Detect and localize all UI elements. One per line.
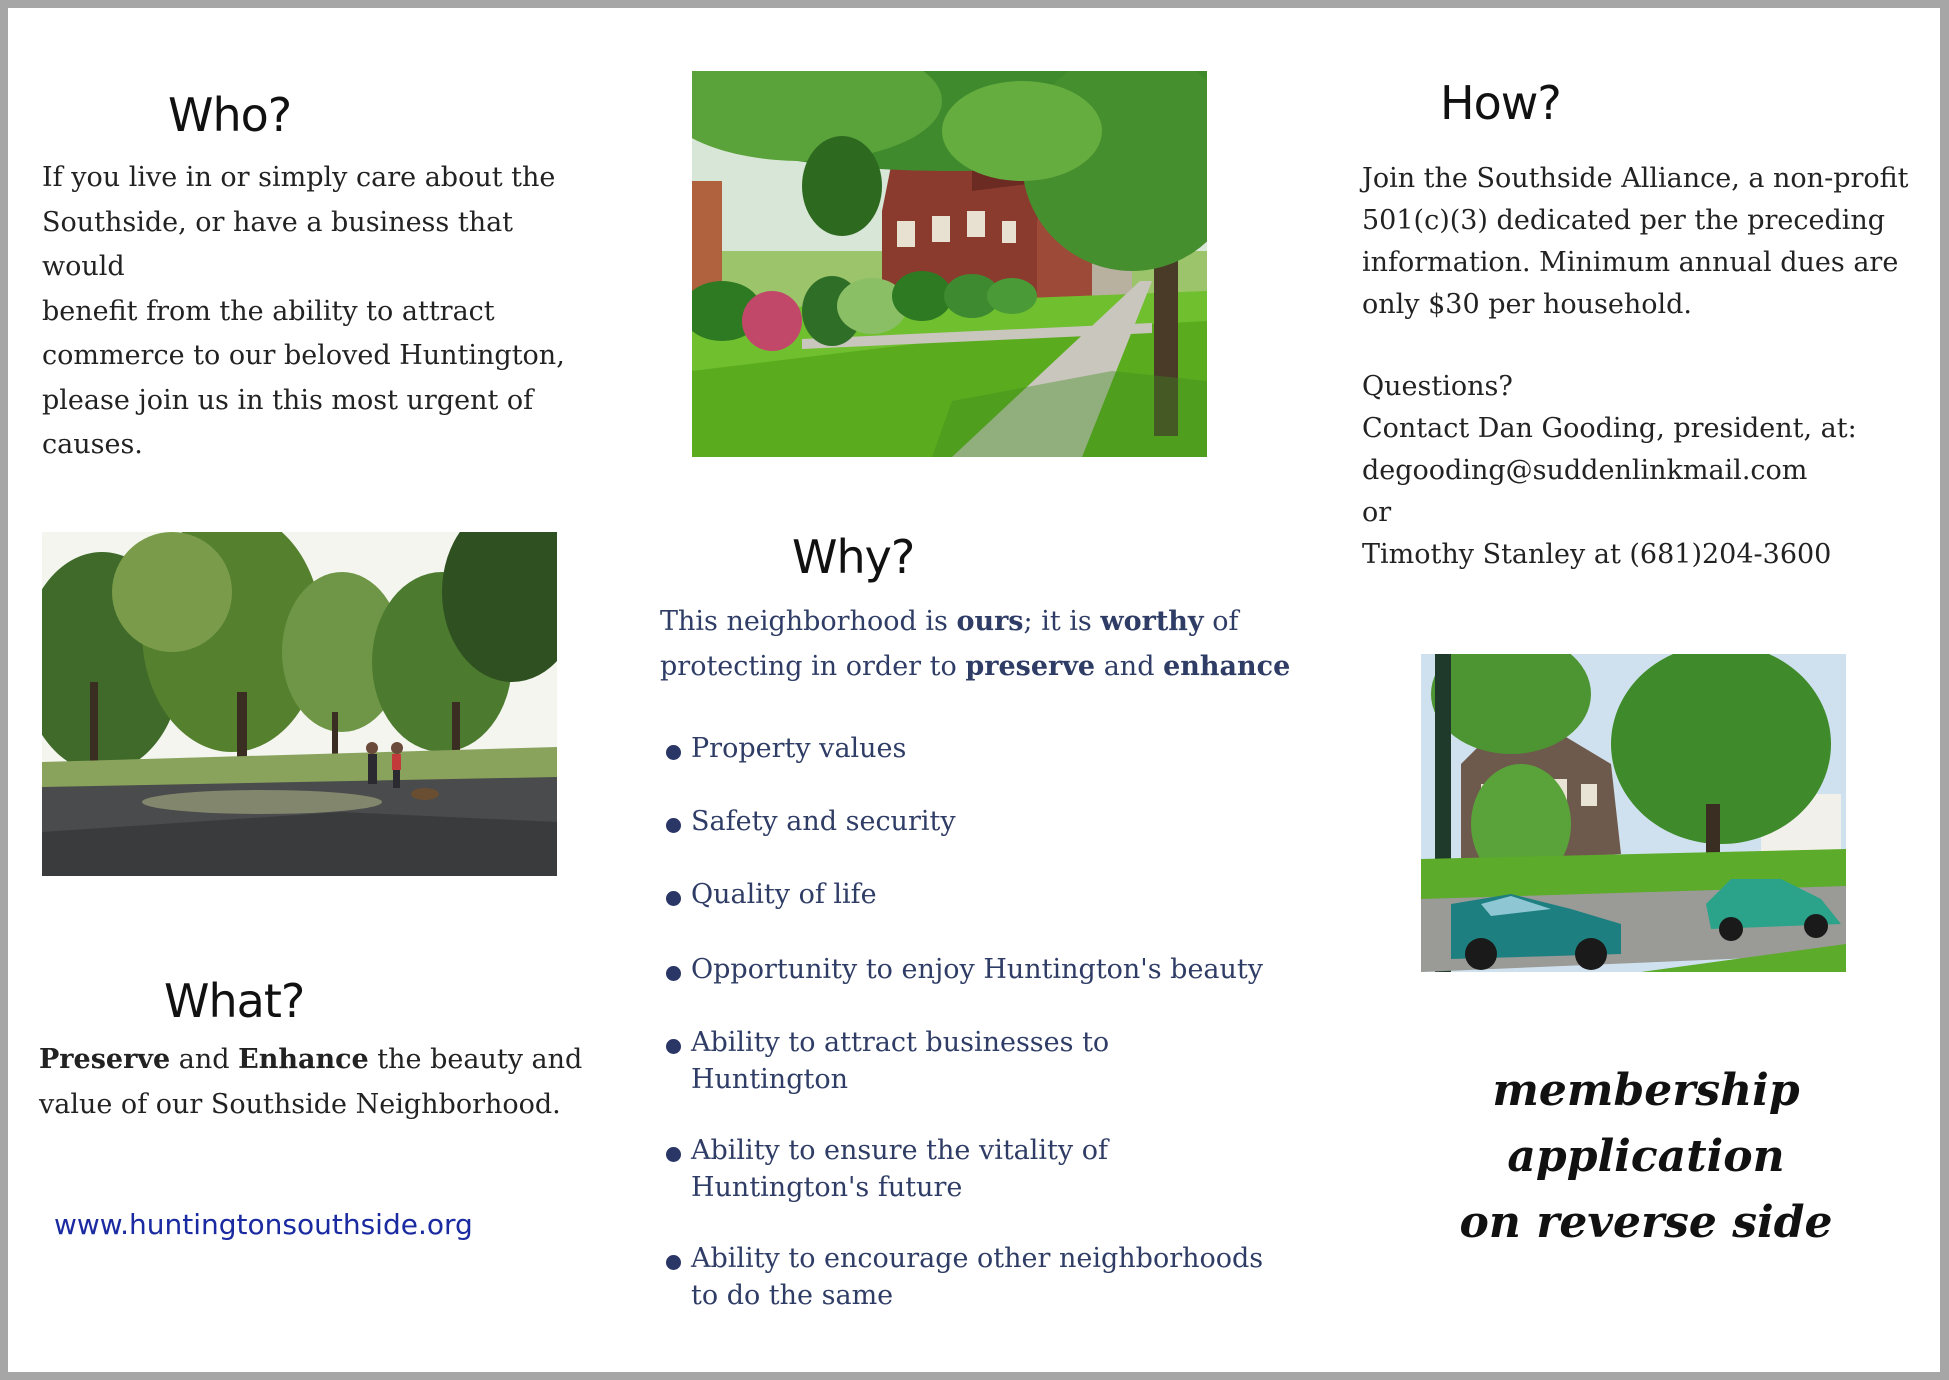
contact-block — [1362, 366, 1922, 576]
phone-line: Timothy Stanley at (681)204-3600 — [1362, 539, 1832, 570]
bullet-icon — [666, 966, 681, 981]
list-item: Quality of life — [664, 876, 1264, 913]
bullet-icon — [666, 891, 681, 906]
bullet-icon — [666, 745, 681, 760]
bullet-icon — [666, 1147, 681, 1162]
enhance-emphasis: Enhance — [238, 1044, 369, 1075]
intro-text: This neighborhood is — [660, 606, 957, 637]
why-bullet-list — [664, 730, 1264, 1314]
how-line: 501(c)(3) dedicated per the preceding — [1362, 205, 1886, 236]
membership-application-note — [1376, 1058, 1916, 1256]
website-link[interactable]: www.huntingtonsouthside.org — [54, 1208, 473, 1241]
what-line-2: value of our Southside Neighborhood. — [39, 1088, 561, 1120]
intro-text: protecting in order to — [660, 650, 966, 682]
who-paragraph — [42, 156, 602, 468]
list-item: Opportunity to enjoy Huntington's beauty — [664, 951, 1264, 988]
preserve-emphasis: preserve — [965, 650, 1096, 682]
what-heading: What? — [164, 974, 305, 1028]
intro-text: of — [1203, 606, 1239, 637]
brochure-sheet — [8, 8, 1940, 1372]
how-line: only $30 per household. — [1362, 289, 1692, 320]
or-text: or — [1362, 497, 1392, 528]
bullet-icon — [666, 1255, 681, 1270]
worthy-emphasis: worthy — [1100, 606, 1204, 637]
bullet-icon — [666, 818, 681, 833]
list-item: Ability to encourage other neighborhoods to do the same — [664, 1240, 1264, 1314]
promo-line-2: on reverse side — [1459, 1197, 1833, 1248]
list-item: Safety and security — [664, 803, 1264, 840]
who-line: benefit from the ability to attract — [42, 295, 495, 327]
contact-line: Contact Dan Gooding, president, at: — [1362, 413, 1857, 444]
who-line: If you live in or simply care about the — [42, 162, 556, 193]
who-line: causes. — [42, 429, 143, 460]
intro-text: ; it is — [1023, 606, 1101, 637]
street-sidewalk-photo — [692, 71, 1207, 457]
email-link[interactable]: degooding@suddenlinkmail.com — [1362, 455, 1808, 486]
who-line: please join us in this most urgent of — [42, 384, 534, 416]
bullet-icon — [666, 1039, 681, 1054]
why-intro — [660, 600, 1300, 689]
list-item: Property values — [664, 730, 1264, 767]
how-paragraph — [1362, 158, 1922, 326]
who-line: commerce to our beloved Huntington, — [42, 340, 565, 371]
what-line-1 — [39, 1038, 619, 1083]
list-item: Ability to ensure the vitality of Huntington's future — [664, 1132, 1264, 1206]
how-line: Join the Southside Alliance, a non-profit — [1362, 163, 1909, 194]
what-text: and — [170, 1044, 239, 1075]
ours-emphasis: ours — [956, 606, 1024, 637]
what-text: the beauty and — [368, 1044, 583, 1075]
park-walkers-photo — [42, 532, 557, 876]
what-paragraph — [39, 1038, 619, 1127]
who-heading: Who? — [168, 88, 292, 142]
house-cars-photo — [1421, 654, 1846, 972]
questions-label: Questions? — [1362, 371, 1513, 402]
promo-line-1: membership application — [1492, 1065, 1800, 1182]
how-line: information. Minimum annual dues are — [1362, 247, 1899, 278]
preserve-emphasis: Preserve — [39, 1044, 171, 1075]
list-item: Ability to attract businesses to Huntington — [664, 1024, 1264, 1098]
why-heading: Why? — [792, 530, 915, 584]
why-intro-line-1 — [660, 600, 1300, 645]
why-intro-line-2 — [660, 645, 1300, 690]
how-heading: How? — [1440, 76, 1561, 130]
who-line: Southside, or have a business that would — [42, 206, 514, 282]
enhance-emphasis: enhance — [1163, 650, 1291, 682]
intro-text: and — [1095, 650, 1164, 682]
